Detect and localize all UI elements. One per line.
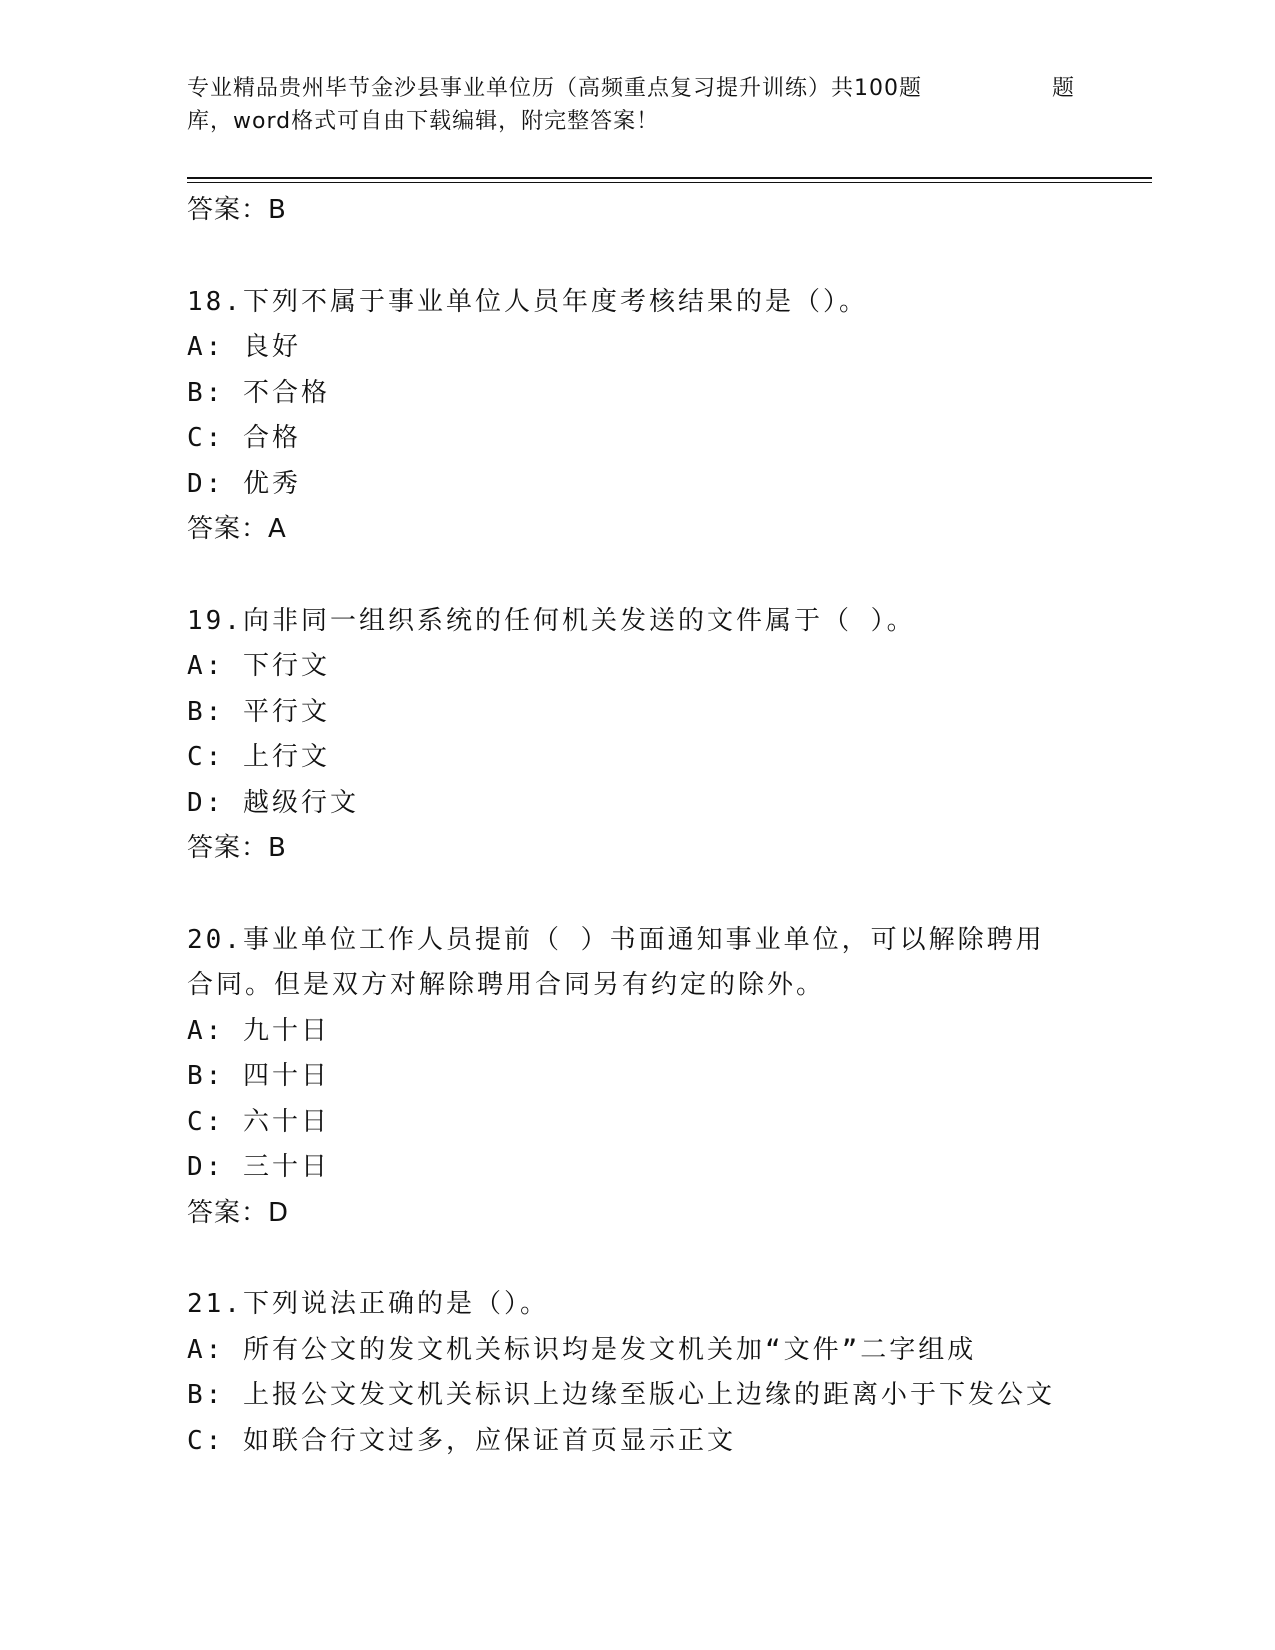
answer: 答案：A: [187, 514, 287, 544]
spacer: [187, 1236, 1087, 1282]
header-title-end: 题: [1052, 76, 1076, 101]
option-c: C: 如联合行文过多，应保证首页显示正文: [187, 1425, 736, 1456]
option-d: D: 越级行文: [187, 787, 359, 818]
question-list: [187, 188, 1087, 1464]
question-20: [187, 918, 1087, 1237]
option-a: A: 下行文: [187, 651, 330, 681]
question-stem-line-2: 合同。但是双方对解除聘用合同另有约定的除外。: [187, 970, 826, 1000]
answer-17: 答案：B: [187, 195, 287, 225]
header-divider-thin: [187, 182, 1152, 183]
option-a: A: 九十日: [187, 1015, 330, 1046]
option-d: D: 优秀: [187, 468, 301, 499]
option-b: B: 不合格: [187, 377, 330, 408]
header-line-1: [187, 72, 1087, 105]
option-c: C: 六十日: [187, 1106, 330, 1137]
question-stem-line-1: 20.事业单位工作人员提前（ ）书面通知事业单位，可以解除聘用: [187, 924, 1045, 955]
question-19: [187, 599, 1087, 872]
answer: 答案：B: [187, 833, 287, 863]
spacer: [187, 553, 1087, 599]
page-header: [187, 72, 1087, 138]
option-b: B: 平行文: [187, 696, 330, 727]
option-b: B: 上报公文发文机关标识上边缘至版心上边缘的距离小于下发公文: [187, 1380, 1055, 1410]
answer: 答案：D: [187, 1197, 290, 1228]
option-a: A: 所有公文的发文机关标识均是发文机关加“文件”二字组成: [187, 1334, 977, 1365]
question-stem: 19.向非同一组织系统的任何机关发送的文件属于（ ）。: [187, 605, 916, 636]
header-title-text: 专业精品贵州毕节金沙县事业单位历（高频重点复习提升训练）共100题: [187, 76, 922, 101]
option-b: B: 四十日: [187, 1061, 330, 1091]
spacer: [187, 234, 1087, 280]
option-a: A: 良好: [187, 332, 301, 362]
option-c: C: 合格: [187, 423, 301, 453]
question-stem: 18.下列不属于事业单位人员年度考核结果的是（）。: [187, 286, 868, 317]
option-d: D: 三十日: [187, 1152, 330, 1182]
question-stem: 21.下列说法正确的是（）。: [187, 1289, 549, 1319]
header-line-2: 库，word格式可自由下载编辑，附完整答案！: [187, 109, 660, 134]
spacer: [187, 872, 1087, 918]
option-c: C: 上行文: [187, 742, 330, 772]
question-18: [187, 280, 1087, 553]
question-21: [187, 1282, 1087, 1464]
header-divider-thick: [187, 177, 1152, 179]
